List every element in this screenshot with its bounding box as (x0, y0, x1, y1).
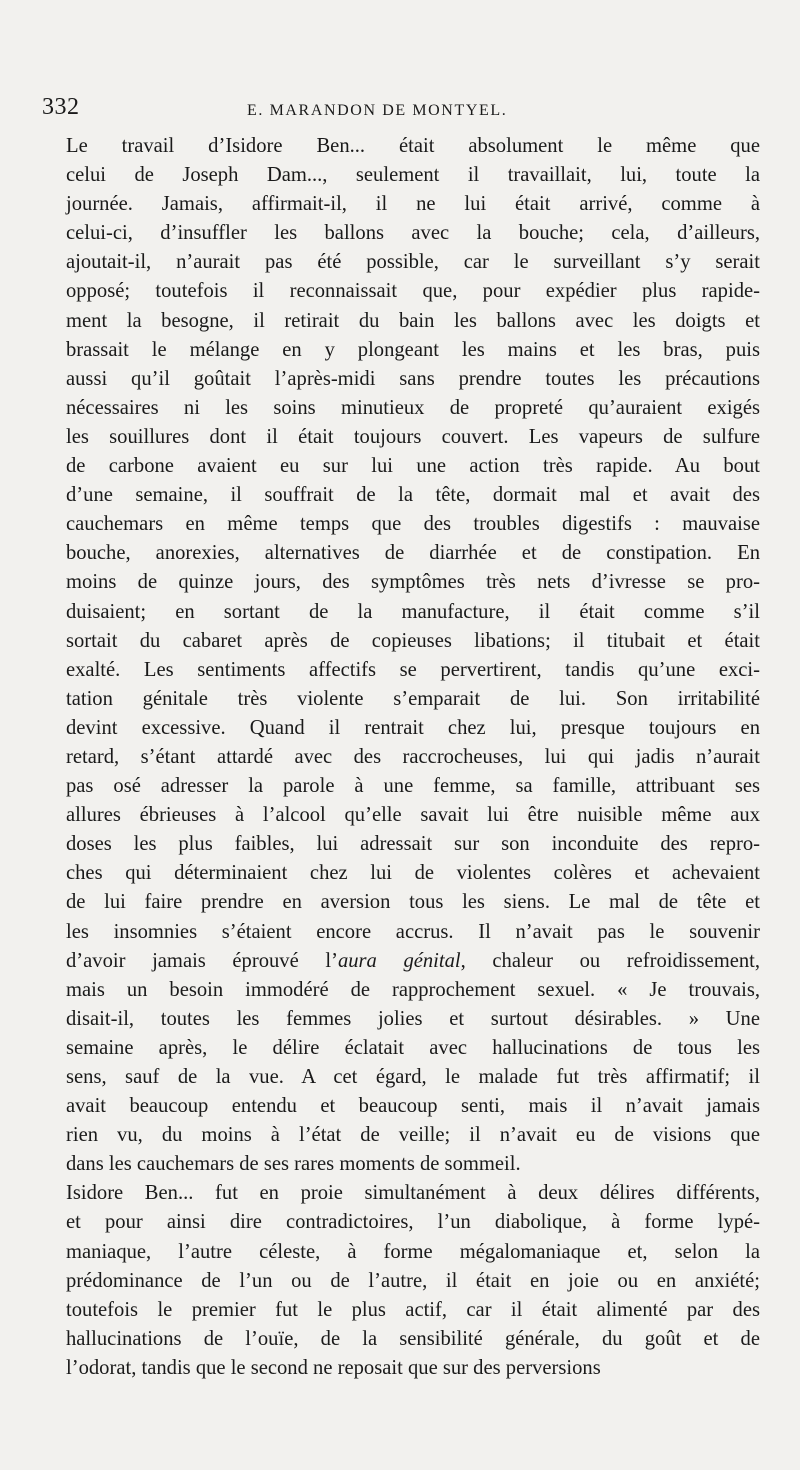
text-line: doses les plus faibles, lui adressait sur son inconduite des repro- (66, 833, 760, 856)
text-line: bouche, anorexies, alternatives de diarrhée et de constipation. En (66, 542, 760, 565)
text-line: Le travail d’Isidore Ben... était absolument le même que (66, 135, 760, 157)
text-line: celui de Joseph Dam..., seulement il travaillait, lui, toute la (66, 164, 760, 187)
text-line: ajoutait-il, n’aurait pas été possible, car le surveillant s’y serait (66, 251, 760, 274)
body-text (42, 132, 760, 1383)
text-line: de carbone avaient eu sur lui une action très rapide. Au bout (66, 455, 760, 478)
text-line: sens, sauf de la vue. A cet égard, le malade fut très affirmatif; il (66, 1066, 760, 1088)
text-line: semaine après, le délire éclatait avec hallucinations de tous les (66, 1036, 760, 1059)
text-line: sortait du cabaret après de copieuses libations; il titubait et était (66, 629, 760, 652)
text-line: pas osé adresser la parole à une femme, sa famille, attribuant ses (66, 775, 760, 798)
text-line: avait beaucoup entendu et beaucoup senti, mais il n’avait jamais (66, 1095, 760, 1118)
text-line: l’odorat, tandis que le second ne reposait que sur des perversions (66, 1356, 601, 1379)
text-line: les souillures dont il était toujours couvert. Les vapeurs de sulfure (66, 425, 760, 448)
text-line: hallucinations de l’ouïe, de la sensibilité générale, du goût et de (66, 1327, 760, 1350)
paragraph (42, 1179, 760, 1383)
text-line: et pour ainsi dire contradictoires, l’un diabolique, à forme lypé- (66, 1211, 760, 1234)
text-line: opposé; toutefois il reconnaissait que, pour expédier plus rapide- (66, 280, 760, 303)
text-line: brassait le mélange en y plongeant les mains et les bras, puis (66, 338, 760, 361)
text-line: disait-il, toutes les femmes jolies et surtout désirables. » Une (66, 1007, 760, 1030)
text-line: dans les cauchemars de ses rares moments de sommeil. (66, 1153, 521, 1176)
text-line: devint excessive. Quand il rentrait chez lui, presque toujours en (66, 716, 760, 739)
text-line: celui-ci, d’insuffler les ballons avec la bouche; cela, d’ailleurs, (66, 222, 760, 245)
text-line: maniaque, l’autre céleste, à forme mégalomaniaque et, selon la (66, 1240, 760, 1263)
text-line: ment la besogne, il retirait du bain les ballons avec les doigts et (66, 309, 760, 332)
text-line: allures ébrieuses à l’alcool qu’elle savait lui être nuisible même aux (66, 804, 760, 827)
text-line: nécessaires ni les soins minutieux de propreté qu’auraient exigés (66, 396, 760, 419)
text-line: toutefois le premier fut le plus actif, car il était alimenté par des (66, 1298, 760, 1321)
text-line: Isidore Ben... fut en proie simultanément à deux délires différents, (66, 1182, 760, 1205)
running-head (42, 92, 760, 132)
text-line: d’avoir jamais éprouvé l’aura génital, chaleur ou refroidissement, (66, 949, 761, 972)
text-line: moins de quinze jours, des symptômes très nets d’ivresse se pro- (66, 571, 760, 594)
text-line: prédominance de l’un ou de l’autre, il était en joie ou en anxiété; (66, 1269, 760, 1292)
text-line: exalté. Les sentiments affectifs se pervertirent, tandis qu’une exci- (66, 658, 760, 681)
text-line: journée. Jamais, affirmait-il, il ne lui était arrivé, comme à (66, 193, 760, 216)
text-line: les insomnies s’étaient encore accrus. Il n’avait pas le souvenir (66, 920, 760, 943)
text-line: mais un besoin immodéré de rapprochement sexuel. « Je trouvais, (66, 978, 760, 1001)
text-line: de lui faire prendre en aversion tous les siens. Le mal de tête et (66, 891, 760, 914)
running-title: E. MARANDON DE MONTYEL. (247, 102, 508, 119)
text-line: tation génitale très violente s’emparait de lui. Son irritabilité (66, 687, 760, 710)
text-line: duisaient; en sortant de la manufacture, il était comme s’il (66, 600, 760, 623)
text-line: cauchemars en même temps que des troubles digestifs : mauvaise (66, 513, 760, 536)
text-line: rien vu, du moins à l’état de veille; il n’avait eu de visions que (66, 1124, 760, 1147)
text-line: d’une semaine, il souffrait de la tête, dormait mal et avait des (66, 484, 760, 507)
paragraph (42, 132, 760, 1179)
text-line: retard, s’étant attardé avec des raccrocheuses, lui qui jadis n’aurait (66, 745, 760, 768)
text-line: ches qui déterminaient chez lui de violentes colères et achevaient (66, 862, 760, 885)
page-number: 332 (42, 94, 80, 120)
text-line: aussi qu’il goûtait l’après-midi sans prendre toutes les précautions (66, 367, 760, 390)
